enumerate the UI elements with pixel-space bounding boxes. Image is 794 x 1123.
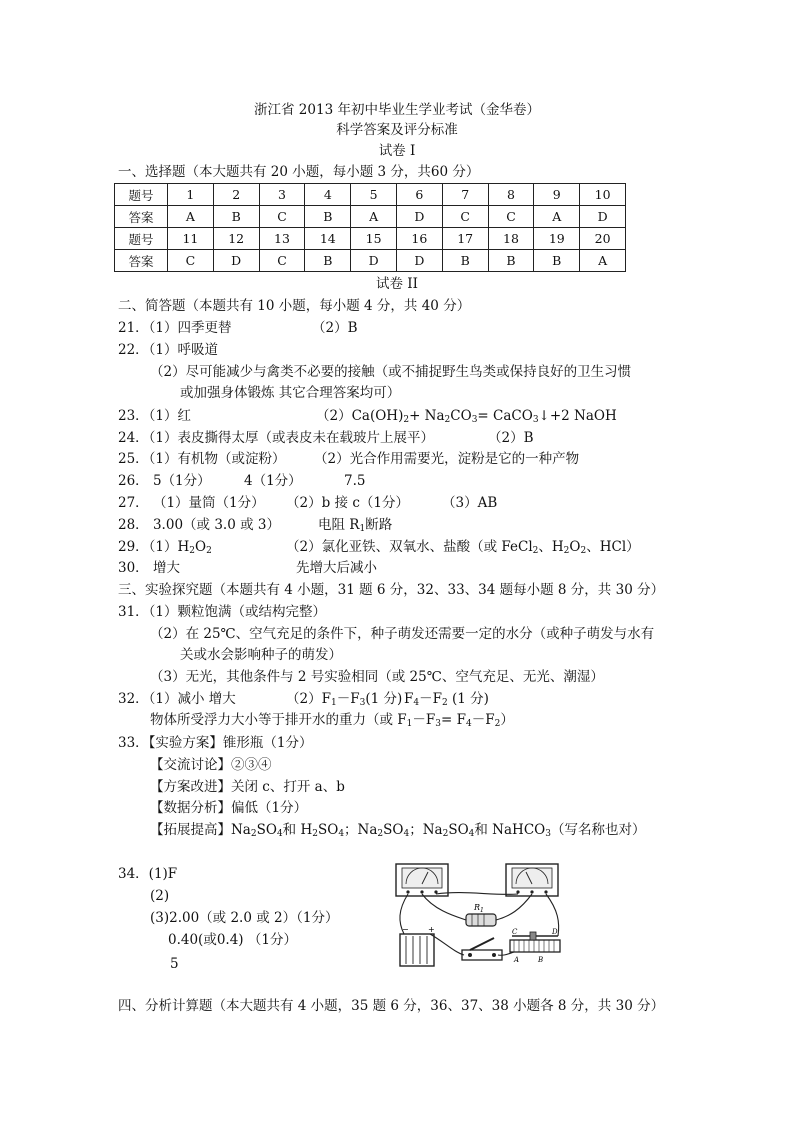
section-2-heading: 二、简答题（本题共有 10 小题，每小题 4 分，共 40 分） <box>118 298 471 314</box>
rheostat-label-d: D <box>552 928 558 936</box>
q32-part2b: $F_4-F_2$ (1 分) <box>404 691 489 708</box>
q25-part1: 25．（1）有机物（或淀粉） <box>118 451 286 467</box>
q31-part1: 31．（1）颗粒饱满（或结构完整） <box>118 604 327 620</box>
q33-part2: 【交流讨论】②③④ <box>150 757 272 773</box>
table-cell: D <box>213 250 259 272</box>
section-4-heading: 四、分析计算题（本大题共有 4 小题，35 题 6 分，36、37、38 小题各 8 分，共 30 分） <box>118 998 665 1014</box>
table-cell: C <box>488 206 534 228</box>
doc-subtitle: 科学答案及评分标准 <box>336 122 458 138</box>
table-row <box>115 228 626 250</box>
rheostat-label-c: C <box>512 928 518 936</box>
paper-1-label: 试卷 I <box>378 143 416 159</box>
q33-part1: 33．【实验方案】锥形瓶（1分） <box>118 735 313 751</box>
table-row <box>115 184 626 206</box>
q31-part2-cont: 关或水会影响种子的萌发） <box>180 647 342 663</box>
table-cell: 15 <box>351 228 397 250</box>
table-cell: 18 <box>488 228 534 250</box>
table-cell: 9 <box>534 184 580 206</box>
table-cell: 5 <box>351 184 397 206</box>
q24-part2: （2）B <box>488 430 534 446</box>
q28-part1: 28． 3.00（或 3.0 或 3） <box>118 517 280 533</box>
q31-part2: （2）在 25℃、空气充足的条件下，种子萌发还需要一定的水分（或种子萌发与水有 <box>150 626 655 642</box>
table-cell: A <box>534 206 580 228</box>
q28-part2: 电阻 $R_1$断路 <box>318 517 393 534</box>
table-cell: D <box>396 206 442 228</box>
table-cell: A <box>168 206 214 228</box>
q34-part3c: 5 <box>170 956 179 972</box>
svg-text:+: + <box>428 925 435 934</box>
q33-part4: 【数据分析】偏低（1分） <box>150 800 308 816</box>
q21-part2: （2）B <box>312 320 358 336</box>
table-cell: C <box>259 206 305 228</box>
table-cell: 12 <box>213 228 259 250</box>
table-cell: B <box>213 206 259 228</box>
table-cell: A <box>580 250 626 272</box>
q34-part3: (3)2.00（或 2.0 或 2）（1分） <box>150 910 339 926</box>
table-cell: 1 <box>168 184 214 206</box>
q23-part1: 23．（1）红 <box>118 408 192 424</box>
resistor-label: $R_1$ <box>474 903 484 914</box>
table-cell: 题号 <box>115 184 168 206</box>
q22-part2: （2）尽可能减少与禽类不必要的接触（或不捕捉野生鸟类或保持良好的卫生习惯 <box>150 364 632 380</box>
q31-part3: （3）无光，其他条件与 2 号实验相同（或 25℃、空气充足、无光、潮湿） <box>150 669 604 685</box>
table-cell: 16 <box>396 228 442 250</box>
q27-part3: （3）AB <box>442 495 498 511</box>
table-cell: C <box>259 250 305 272</box>
table-cell: B <box>305 206 351 228</box>
table-cell: B <box>488 250 534 272</box>
q24-part1: 24．（1）表皮撕得太厚（或表皮未在载玻片上展平） <box>118 430 435 446</box>
table-cell: 8 <box>488 184 534 206</box>
table-cell: 3 <box>259 184 305 206</box>
table-cell: B <box>534 250 580 272</box>
table-cell: 答案 <box>115 250 168 272</box>
table-cell: D <box>580 206 626 228</box>
q33-part5: 【拓展提高】$Na_2SO_4$和 $H_2SO_4$；$Na_2SO_4$；$Na_2SO_4$和 NaHCO$_3$（写名称也对） <box>150 822 646 839</box>
q22-part1: 22．（1）呼吸道 <box>118 342 219 358</box>
q27-part1: 27． （1）量筒（1分） <box>118 495 265 511</box>
table-cell: C <box>442 206 488 228</box>
rheostat-label-b: B <box>538 956 544 964</box>
doc-title: 浙江省 2013 年初中毕业生学业考试（金华卷） <box>254 102 540 118</box>
resistor-icon <box>466 914 496 926</box>
q32-part2: $(2)F_1-F_3(1$ 分) <box>286 691 403 708</box>
table-cell: 11 <box>168 228 214 250</box>
table-cell: 答案 <box>115 206 168 228</box>
table-cell: D <box>351 250 397 272</box>
q22-part2-cont: 或加强身体锻炼 其它合理答案均可） <box>180 385 401 401</box>
table-cell: 题号 <box>115 228 168 250</box>
switch-icon <box>462 938 502 960</box>
ammeter-icon <box>506 864 558 896</box>
table-row <box>115 250 626 272</box>
q21-part1: 21．（1）四季更替 <box>118 320 232 336</box>
table-cell: 2 <box>213 184 259 206</box>
section-3-heading: 三、实验探究题（本题共有 4 小题，31 题 6 分，32、33、34 题每小题 8 分，共 30 分） <box>118 582 665 598</box>
section-1-heading: 一、选择题（本大题共有 20 小题，每小题 3 分，共60 分） <box>118 164 480 180</box>
table-cell: 6 <box>396 184 442 206</box>
q32-part1: 32．（1）减小 增大 <box>118 691 236 707</box>
q34-part3b: 0.40(或0.4) （1分） <box>168 932 297 948</box>
table-row <box>115 206 626 228</box>
q34-part2: (2) <box>150 888 170 904</box>
q26-part2: 4（1分） <box>244 473 302 489</box>
q32-part3: 物体所受浮力大小等于排开水的重力（或 $F_1-F_3= F_4-F_2$） <box>150 712 514 729</box>
table-cell: 20 <box>580 228 626 250</box>
q30-part2: 先增大后减小 <box>296 560 377 576</box>
q23-part2: $(2)Ca(OH)_2+ Na_2CO_3=$ CaCO$_3$↓+2 NaOH <box>316 408 617 425</box>
circuit-diagram-figure <box>394 860 564 970</box>
q34-part1: 34．(1)F <box>118 866 178 882</box>
table-cell: 10 <box>580 184 626 206</box>
q29-part2: （2）氯化亚铁、双氧水、盐酸（或 FeCl$_2$、$H_2O_2$、HCl） <box>286 539 640 556</box>
voltmeter-icon <box>396 864 448 896</box>
table-cell: 19 <box>534 228 580 250</box>
table-cell: 14 <box>305 228 351 250</box>
table-cell: 4 <box>305 184 351 206</box>
table-cell: C <box>168 250 214 272</box>
q33-part3: 【方案改进】关闭 c、打开 a、b <box>150 779 345 795</box>
svg-text:−: − <box>402 925 409 934</box>
table-cell: 7 <box>442 184 488 206</box>
q26-part3: 7.5 <box>344 473 366 489</box>
battery-icon <box>400 925 435 966</box>
table-cell: A <box>351 206 397 228</box>
q25-part2: （2）光合作用需要光，淀粉是它的一种产物 <box>314 451 580 467</box>
table-cell: B <box>305 250 351 272</box>
q27-part2: （2）b 接 c（1分） <box>286 495 409 511</box>
q26-part1: 26． 5（1分） <box>118 473 211 489</box>
table-cell: 13 <box>259 228 305 250</box>
answer-table <box>114 183 626 272</box>
table-cell: D <box>396 250 442 272</box>
paper-2-label: 试卷 II <box>376 276 418 292</box>
q29-part1: 29．$(1)H_2O_2$ <box>118 539 212 556</box>
table-cell: 17 <box>442 228 488 250</box>
rheostat-label-a: A <box>514 956 520 964</box>
q30-part1: 30． 增大 <box>118 560 180 576</box>
table-cell: B <box>442 250 488 272</box>
